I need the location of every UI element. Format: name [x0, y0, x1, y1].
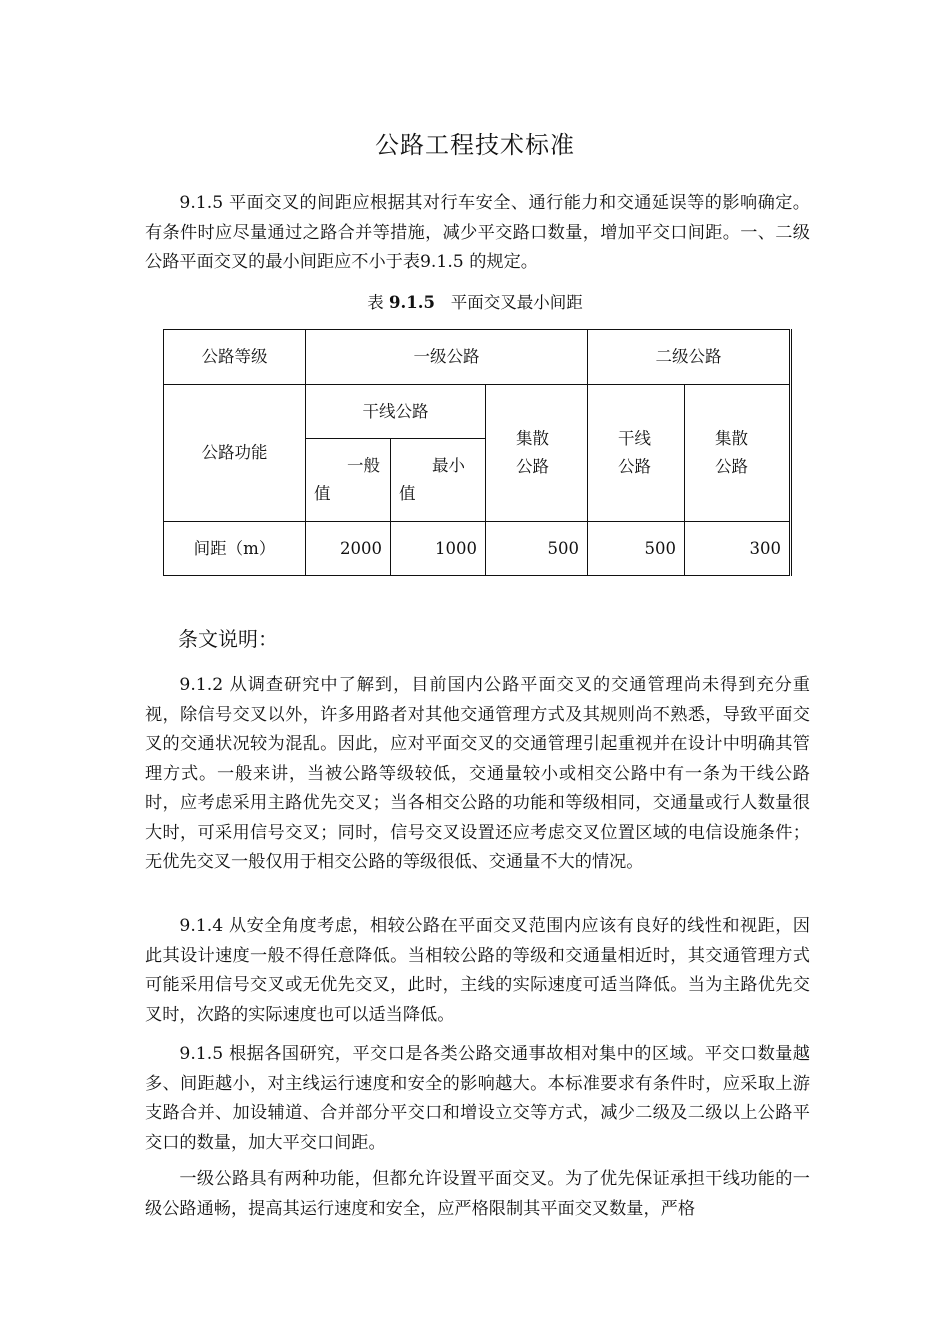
table-caption-prefix: 表: [367, 293, 384, 312]
intro-paragraph: 9.1.5 平面交叉的间距应根据其对行车安全、通行能力和交通延误等的影响确定。有条件时应尽量通过之路合并等措施，减少平交路口数量，增加平交口间距。一、二级公路平面交叉的最小间距应不小于表9.1.5 的规定。: [145, 193, 810, 272]
spacing-value-cell: 1000: [391, 522, 486, 576]
table-caption-title: 平面交叉最小间距: [450, 293, 583, 312]
spacing-value-cell: 300: [685, 522, 791, 576]
grade1-cell: 一级公路: [306, 330, 588, 385]
collector1-cell: 集散公路: [486, 385, 588, 522]
table-row-grade: [164, 330, 791, 385]
trunk2-cell: 干线公路: [588, 385, 685, 522]
spacing-value-cell: 2000: [306, 522, 391, 576]
paragraph-915: 9.1.5 根据各国研究，平交口是各类公路交通事故相对集中的区域。平交口数量越多、间距越小，对主线运行速度和安全的影响越大。本标准要求有条件时，应采取上游支路合并、加设辅道、合并部分平交口和增设立交等方式，减少二级及二级以上公路平交口的数量，加大平交口间距。: [145, 1044, 810, 1153]
paragraph-grade1: 一级公路具有两种功能，但都允许设置平面交叉。为了优先保证承担干线功能的一级公路通畅，提高其运行速度和安全，应严格限制其平面交叉数量，严格: [145, 1169, 810, 1219]
paragraph-912: 9.1.2 从调查研究中了解到，目前国内公路平面交叉的交通管理尚未得到充分重视，除信号交叉以外，许多用路者对其他交通管理方式及其规则尚不熟悉，导致平面交叉的交通状况较为混乱。因此，应对平面交叉的交通管理引起重视并在设计中明确其管理方式。一般来讲，当被公路等级较低，交通量较小或相交公路中有一条为干线公路时，应考虑采用主路优先交叉；当各相交公路的功能和等级相同，交通量或行人数量很大时，可采用信号交叉；同时，信号交叉设置还应考虑交叉位置区域的电信设施条件；无优先交叉一般仅用于相交公路的等级很低、交通量不大的情况。: [145, 675, 810, 872]
spacing-value-cell: 500: [486, 522, 588, 576]
function-label-cell: 公路功能: [164, 385, 306, 522]
table-row-function-top: [164, 385, 791, 439]
min-value-cell: 最小值: [391, 439, 486, 522]
collector2-cell: 集散公路: [685, 385, 791, 522]
grade2-cell: 二级公路: [588, 330, 791, 385]
spacing-label-cell: 间距（m）: [164, 522, 306, 576]
spacing-table: [163, 329, 792, 576]
spacing-value-cell: 500: [588, 522, 685, 576]
grade-label-cell: 公路等级: [164, 330, 306, 385]
table-caption: [0, 289, 950, 317]
paragraph-914: 9.1.4 从安全角度考虑，相较公路在平面交叉范围内应该有良好的线性和视距，因此其设计速度一般不得任意降低。当相较公路的等级和交通量相近时，其交通管理方式可能采用信号交叉或无优先交叉，此时，主线的实际速度可适当降低。当为主路优先交叉时，次路的实际速度也可以适当降低。: [145, 916, 810, 1025]
trunk-cell: 干线公路: [306, 385, 486, 439]
page-title: 公路工程技术标准: [375, 131, 575, 159]
general-value-cell: 一般值: [306, 439, 391, 522]
table-row-spacing: [164, 522, 791, 576]
commentary-heading: 条文说明：: [178, 627, 278, 651]
table-caption-number: 9.1.5: [389, 293, 435, 312]
